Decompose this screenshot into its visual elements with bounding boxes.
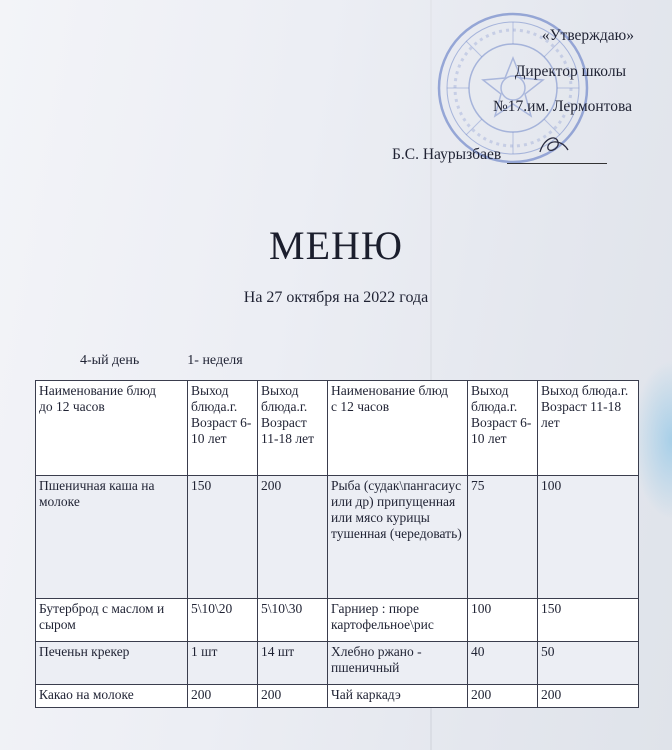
table-cell: Какао на молоке	[36, 685, 188, 708]
table-cell: 100	[468, 599, 538, 642]
table-cell: 75	[468, 476, 538, 599]
table-cell: 200	[468, 685, 538, 708]
table-cell: 50	[538, 642, 639, 685]
table-cell: 1 шт	[188, 642, 258, 685]
day-label: 4-ый день	[80, 353, 140, 368]
table-cell: 150	[538, 599, 639, 642]
table-cell: 5\10\20	[188, 599, 258, 642]
approve-label: «Утверждаю»	[541, 27, 634, 44]
table-cell: 5\10\30	[258, 599, 328, 642]
table-row	[36, 476, 639, 599]
table-cell: 40	[468, 642, 538, 685]
table-cell: 14 шт	[258, 642, 328, 685]
header-cell: Выход блюда.г. Возраст 6-10 лет	[188, 381, 258, 476]
table-cell: Пшеничная каша на молоке	[36, 476, 188, 599]
header-cell: Выход блюда.г. Возраст 11-18 лет	[258, 381, 328, 476]
table-cell: 200	[538, 685, 639, 708]
header-cell: Выход блюда.г. Возраст 11-18 лет	[538, 381, 639, 476]
table-cell: 100	[538, 476, 639, 599]
header-cell: Наименование блюд до 12 часов	[36, 381, 188, 476]
table-cell: 200	[258, 476, 328, 599]
signatory-name: Б.С. Наурызбаев	[392, 146, 502, 163]
table-row	[36, 685, 639, 708]
signature-rule	[507, 163, 607, 164]
table-row	[36, 599, 639, 642]
header-cell: Наименование блюд с 12 часов	[328, 381, 468, 476]
director-label: Директор школы	[514, 62, 626, 80]
signature-icon	[534, 132, 574, 158]
school-label: №17.им. Лермонтова	[493, 98, 632, 115]
table-cell: Гарниер : пюре картофельное\рис	[328, 599, 468, 642]
day-week-line	[80, 353, 243, 369]
approval-block	[493, 27, 634, 135]
table-header-row	[36, 381, 639, 476]
menu-table	[35, 380, 639, 708]
table-cell: 150	[188, 476, 258, 599]
table-cell: 200	[258, 685, 328, 708]
table-cell: Рыба (судак\пангасиус или др) припущенная или мясо курицы тушенная (чередовать)	[328, 476, 468, 599]
week-label: 1- неделя	[187, 353, 243, 368]
table-cell: Чай каркадэ	[328, 685, 468, 708]
table-cell: 200	[188, 685, 258, 708]
page-title: МЕНЮ	[269, 223, 403, 268]
table-row	[36, 642, 639, 685]
table-cell: Печеньн крекер	[36, 642, 188, 685]
table-cell: Бутерброд с маслом и сыром	[36, 599, 188, 642]
signature-line	[392, 146, 607, 164]
table-cell: Хлебно ржано - пшеничный	[328, 642, 468, 685]
header-cell: Выход блюда.г. Возраст 6-10 лет	[468, 381, 538, 476]
page-subtitle: На 27 октября на 2022 года	[243, 289, 429, 306]
